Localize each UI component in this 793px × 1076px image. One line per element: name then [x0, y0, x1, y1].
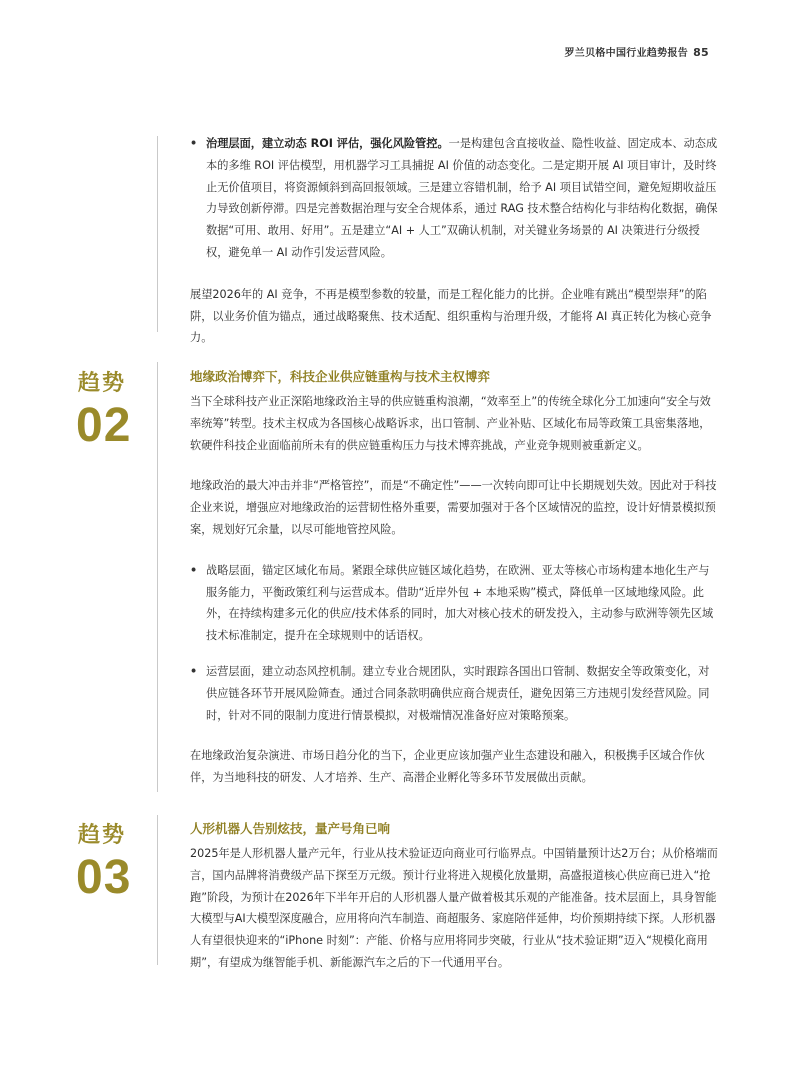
page-number: 85 — [693, 46, 709, 59]
report-title: 罗兰贝格中国行业趋势报告 — [564, 48, 689, 59]
bullet-text: 战略层面，锚定区域化布局。紧跟全球供应链区域化趋势，在欧洲、亚太等核心市场构建本地化生产与服务能力，平衡政策红利与运营成本。借助“近岸外包 + 本地采购”模式，降低单一区域地缘风险。此外，在持续构建多元化的供应/技术体系的同时，加大对核心技术的研发投入，主动参与欧洲等领先区域技术标准制定，提升在全球规则中的话语权。 — [206, 563, 714, 643]
paragraph: 2025年是人形机器人量产元年，行业从技术验证迈向商业可行临界点。中国销量预计达2万台；从价格端而言，国内品牌将消费级产品下探至万元级。预计行业将进入规模化放量期，高盛报道核心供应商已进入“抢跑”阶段，为预计在2026年下半年开启的人形机器人量产做着极其乐观的产能准备。技术层面上，具身智能大模型与AI大模型深度融合，应用将向汽车制造、商超服务、家庭陪伴延伸，均价预期持续下探。人形机器人有望很快迎来的“iPhone 时刻”：产能、价格与应用将同步突破，行业从“技术验证期”迈入“规模化商用期”，有望成为继智能手机、新能源汽车之后的下一代通用平台。 — [190, 847, 718, 969]
list-item — [190, 560, 720, 647]
trend-number: 02 — [76, 399, 132, 452]
section-rule — [157, 136, 158, 332]
paragraph: 地缘政治的最大冲击并非“严格管控”，而是“不确定性”——一次转向即可让中长期规划失效。因此对于科技企业来说，增强应对地缘政治的运营韧性格外重要，需要加强对于各个区域情况的监控，设计好情景模拟预案，规划好冗余量，以尽可能地管控风险。 — [190, 479, 717, 536]
bullet-icon: • — [190, 137, 198, 150]
trend-label: 趋势 — [78, 823, 127, 848]
paragraph: 在地缘政治复杂演进、市场日趋分化的当下，企业更应该加强产业生态建设和融入，积极携手区域合作伙伴，为当地科技的研发、人才培养、生产、高潜企业孵化等多环节发展做出贡献。 — [190, 749, 705, 785]
governance-bullet — [190, 133, 720, 264]
section-title: 地缘政治博弈下，科技企业供应链重构与技术主权博弈 — [190, 369, 491, 384]
trend-number: 03 — [76, 851, 132, 904]
bullet-text: 一是构建包含直接收益、隐性收益、固定成本、动态成本的多维 ROI 评估模型，用机器学习工具捕捉 AI 价值的动态变化。二是定期开展 AI 项目审计，及时终止无价值项目，将资源倾斜到高回报领域。三是建立容错机制，给予 AI 项目试错空间，避免短期收益压力导致创新停滞。四是完善数据治理与安全合规体系，通过 RAG 技术整合结构化与非结构化数据，确保数据“可用、敢用、好用”。五是建立“AI + 人工”双确认机制，对关键业务场景的 AI 决策进行分级授权，避免单一 AI 动作引发运营风险。 — [206, 137, 718, 259]
bullet-icon: • — [190, 563, 198, 577]
trend02-block — [190, 366, 720, 789]
intro-block — [190, 133, 720, 349]
bullet-lead: 治理层面，建立动态 ROI 评估，强化风险管控。 — [206, 137, 449, 150]
trend03-block — [190, 818, 720, 974]
paragraph: 当下全球科技产业正深陷地缘政治主导的供应链重构浪潮，“效率至上”的传统全球化分工加速向“安全与效率统筹”转型。技术主权成为各国核心战略诉求，出口管制、产业补贴、区域化布局等政策工具密集落地，软硬件科技企业面临前所未有的供应链重构压力与技术博弈挑战，产业竞争规则被重新定义。 — [190, 395, 711, 452]
bullet-text: 运营层面，建立动态风控机制。建立专业合规团队，实时跟踪各国出口管制、数据安全等政策变化，对供应链各环节开展风险筛查。通过合同条款明确供应商合规责任，避免因第三方违规引发经营风险。同时，针对不同的限制力度进行情景模拟，对极端情况准备好应对策略预案。 — [206, 664, 710, 722]
section-rule — [157, 815, 158, 965]
trend-label: 趋势 — [78, 371, 127, 396]
intro-closing-paragraph: 展望2026年的 AI 竞争，不再是模型参数的较量，而是工程化能力的比拼。企业唯有跳出“模型崇拜”的陷阱，以业务价值为锚点，通过战略聚焦、技术适配、组织重构与治理升级，才能将 AI 真正转化为核心竞争力。 — [190, 287, 712, 345]
section-title: 人形机器人告别炫技，量产号角已响 — [190, 821, 391, 836]
bullet-icon: • — [190, 664, 198, 678]
list-item — [190, 661, 720, 726]
page-header — [564, 44, 709, 59]
section-rule — [157, 362, 158, 792]
